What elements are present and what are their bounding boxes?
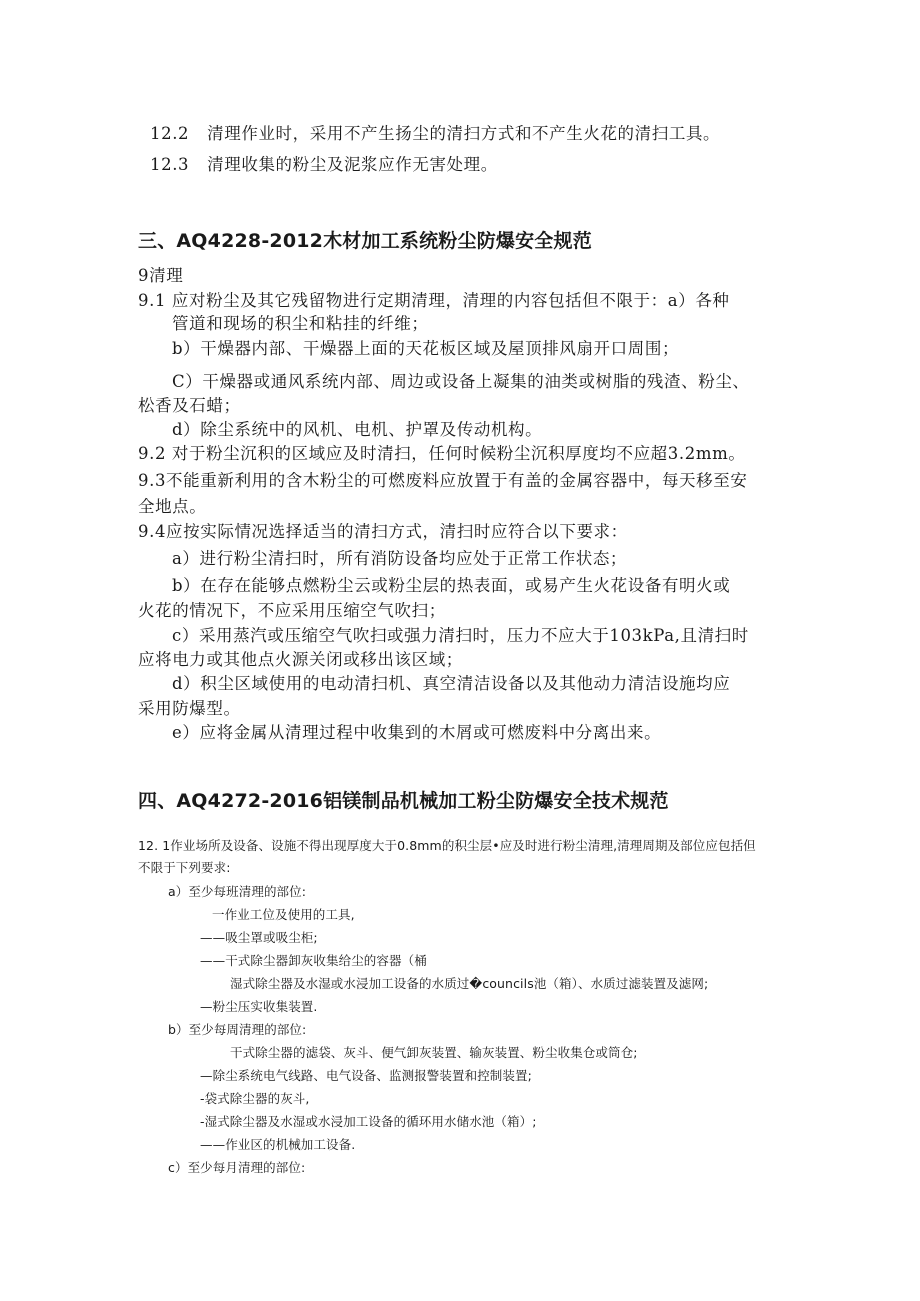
clause-9-4-b: b）在存在能够点燃粉尘云或粉尘层的热表面，或易产生火花设备有明火或 (172, 576, 731, 595)
clause-12-1: 12. 1作业场所及设备、设施不得出现厚度大于0.8mm的积尘层•应及时进行粉尘清理,清理周期及部位应包括但 (138, 838, 756, 853)
clause-9-4-e: e）应将金属从清理过程中收集到的木屑或可燃废料中分离出来。 (172, 723, 662, 742)
clause-text: 清理收集的粉尘及泥浆应作无害处理。 (207, 155, 498, 174)
clause-number: 12.2 (150, 124, 190, 143)
list-a-title: a）至少每班清理的部位: (168, 884, 307, 899)
list-b-item: 干式除尘器的滤袋、灰斗、便气卸灰装置、输灰装置、粉尘收集仓或筒仓; (230, 1045, 638, 1060)
clause-9-1-c-cont: 松香及石蜡； (138, 396, 241, 415)
clause-9-3-cont: 全地点。 (138, 497, 207, 516)
clause-9-4-c-cont: 应将电力或其他点火源关闭或移出该区域； (138, 650, 463, 669)
clause-9-4-d-cont: 采用防爆型。 (138, 699, 241, 718)
clause-12-3 (150, 151, 498, 175)
list-b-item: -湿式除尘器及水湿或水浸加工设备的循环用水储水池（箱）; (200, 1114, 537, 1129)
clause-9-1-cont: 管道和现场的积尘和粘挂的纤维； (172, 314, 429, 333)
clause-9-4: 9.4应按实际情况选择适当的清扫方式，清扫时应符合以下要求： (138, 522, 628, 541)
list-a-item: ——干式除尘器卸灰收集给尘的容器（桶 (200, 953, 427, 968)
list-b-item: ——作业区的机械加工设备. (200, 1137, 356, 1152)
list-b-item: —除尘系统电气线路、电气设备、监测报警装置和控制装置; (200, 1068, 532, 1083)
clause-12-1-cont: 不限于下列要求: (138, 860, 231, 875)
clause-12-2 (150, 120, 720, 144)
clause-text: 清理作业时，采用不产生扬尘的清扫方式和不产生火花的清扫工具。 (207, 124, 721, 143)
list-b-item: -袋式除尘器的灰斗, (200, 1091, 310, 1106)
list-a-item: 一作业工位及使用的工具, (212, 907, 355, 922)
list-c-title: c）至少每月清理的部位: (168, 1160, 306, 1175)
clause-9-3: 9.3不能重新利用的含木粉尘的可燃废料应放置于有盖的金属容器中，每天移至安 (138, 471, 748, 490)
list-a-item: ——吸尘罩或吸尘柜; (200, 930, 318, 945)
list-b-title: b）至少每周清理的部位: (168, 1022, 307, 1037)
clause-9-1-c: C）干燥器或通风系统内部、周边或设备上凝集的油类或树脂的残渣、粉尘、 (172, 372, 750, 391)
section-3-heading: 三、AQ4228-2012木材加工系统粉尘防爆安全规范 (138, 230, 592, 252)
list-a-item: —粉尘压实收集装置. (200, 999, 318, 1014)
clause-9-4-d: d）积尘区域使用的电动清扫机、真空清洁设备以及其他动力清洁设施均应 (172, 674, 731, 693)
clause-9-1-d: d）除尘系统中的风机、电机、护罩及传动机构。 (172, 420, 543, 439)
clause-9-title: 9清理 (138, 266, 184, 285)
clause-9-1-b: b）干燥器内部、干燥器上面的天花板区域及屋顶排风扇开口周围； (172, 339, 680, 358)
section-4-heading: 四、AQ4272-2016铝镁制品机械加工粉尘防爆安全技术规范 (138, 790, 669, 812)
clause-9-1-line: 9.1 应对粉尘及其它残留物进行定期清理，清理的内容包括但不限于：a）各种 (138, 291, 730, 310)
clause-9-4-b-cont: 火花的情况下，不应采用压缩空气吹扫； (138, 601, 446, 620)
list-a-item: 湿式除尘器及水湿或水浸加工设备的水质过�councils池（箱）、水质过滤装置及滤网; (230, 976, 709, 991)
clause-9-2: 9.2 对于粉尘沉积的区域应及时清扫，任何时候粉尘沉积厚度均不应超3.2mm。 (138, 444, 746, 463)
clause-9-4-c: c）采用蒸汽或压缩空气吹扫或强力清扫时，压力不应大于103kPa,且清扫时 (172, 626, 749, 645)
clause-9-4-a: a）进行粉尘清扫时，所有消防设备均应处于正常工作状态； (172, 549, 628, 568)
clause-number: 12.3 (150, 155, 190, 174)
